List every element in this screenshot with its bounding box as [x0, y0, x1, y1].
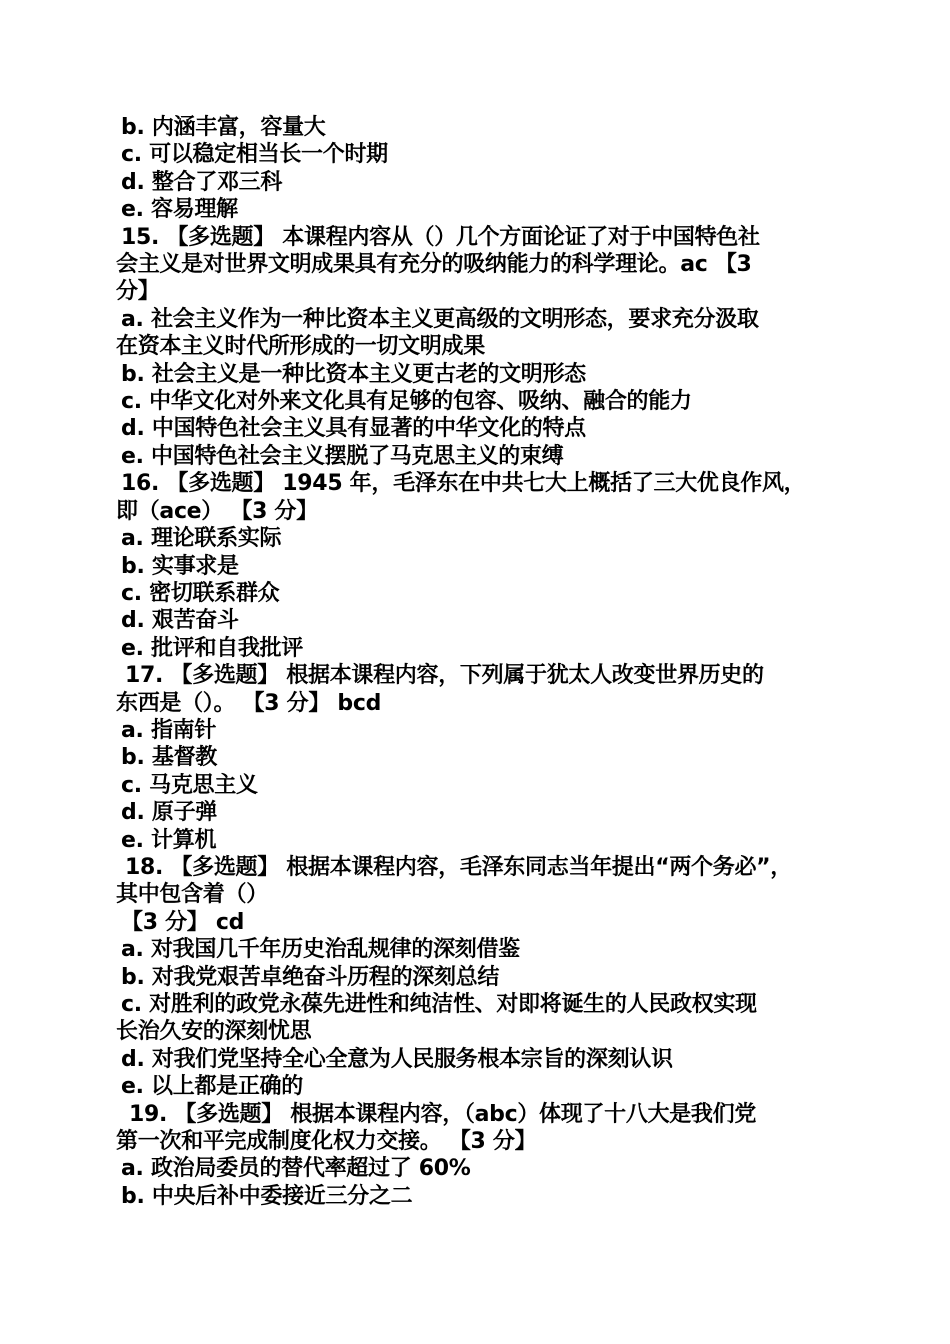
option-line: d. 对我们党坚持全心全意为人民服务根本宗旨的深刻认识	[121, 1046, 673, 1072]
option-line: d. 原子弹	[121, 800, 217, 826]
option-line: a. 对我国几千年历史治乱规律的深刻借鉴	[121, 937, 520, 963]
option-line: c. 密切联系群众	[121, 580, 280, 606]
option-line: d. 中国特色社会主义具有显著的中华文化的特点	[121, 416, 586, 442]
option-line: b. 社会主义是一种比资本主义更古老的文明形态	[121, 361, 586, 387]
question-line: 【3 分】 cd	[121, 909, 245, 935]
question-line: 分】	[116, 279, 160, 305]
option-line: e. 以上都是正确的	[121, 1074, 303, 1100]
option-line: c. 对胜利的政党永葆先进性和纯洁性、对即将诞生的人民政权实现	[121, 992, 757, 1017]
question-line: 15. 【多选题】 本课程内容从（）几个方面论证了对于中国特色社	[121, 224, 760, 250]
option-line: e. 计算机	[121, 827, 217, 853]
option-line: d. 艰苦奋斗	[121, 608, 239, 634]
option-line: c. 中华文化对外来文化具有足够的包容、吸纳、融合的能力	[121, 389, 692, 415]
question-line: 其中包含着（）	[116, 882, 268, 908]
option-line: e. 容易理解	[121, 197, 238, 223]
option-line: 长治久安的深刻忧思	[116, 1019, 312, 1045]
question-line: 第一次和平完成制度化权力交接。 【3 分】	[116, 1129, 537, 1155]
question-line: 会主义是对世界文明成果具有充分的吸纳能力的科学理论。ac 【3	[116, 252, 752, 278]
option-line: e. 批评和自我批评	[121, 635, 303, 661]
option-line: e. 中国特色社会主义摆脱了马克思主义的束缚	[121, 443, 564, 469]
option-line: b. 实事求是	[121, 553, 239, 579]
option-line: c. 可以稳定相当长一个时期	[121, 142, 388, 168]
option-line: b. 内涵丰富，容量大	[121, 115, 326, 140]
option-line: a. 社会主义作为一种比资本主义更高级的文明形态，要求充分汲取	[121, 306, 759, 332]
option-line: b. 基督教	[121, 745, 217, 771]
question-line: 19. 【多选题】 根据本课程内容，（abc）体现了十八大是我们党	[129, 1101, 757, 1127]
question-line: 东西是（）。 【3 分】 bcd	[116, 690, 382, 716]
option-line: a. 指南针	[121, 717, 217, 743]
option-line: 在资本主义时代所形成的一切文明成果	[116, 334, 485, 360]
option-line: b. 中央后补中委接近三分之二	[121, 1183, 413, 1209]
question-line: 18. 【多选题】 根据本课程内容，毛泽东同志当年提出“两个务必”，	[125, 854, 793, 880]
option-line: c. 马克思主义	[121, 772, 258, 798]
option-line: d. 整合了邓三科	[121, 169, 283, 195]
option-line: a. 政治局委员的替代率超过了 60%	[121, 1156, 471, 1182]
question-line: 17. 【多选题】 根据本课程内容，下列属于犹太人改变世界历史的	[125, 663, 764, 689]
document-page	[116, 114, 836, 1210]
question-line: 即（ace） 【3 分】	[116, 498, 318, 524]
question-line: 16. 【多选题】 1945 年，毛泽东在中共七大上概括了三大优良作风，	[121, 471, 806, 497]
option-line: b. 对我党艰苦卓绝奋斗历程的深刻总结	[121, 964, 500, 990]
option-line: a. 理论联系实际	[121, 526, 282, 552]
